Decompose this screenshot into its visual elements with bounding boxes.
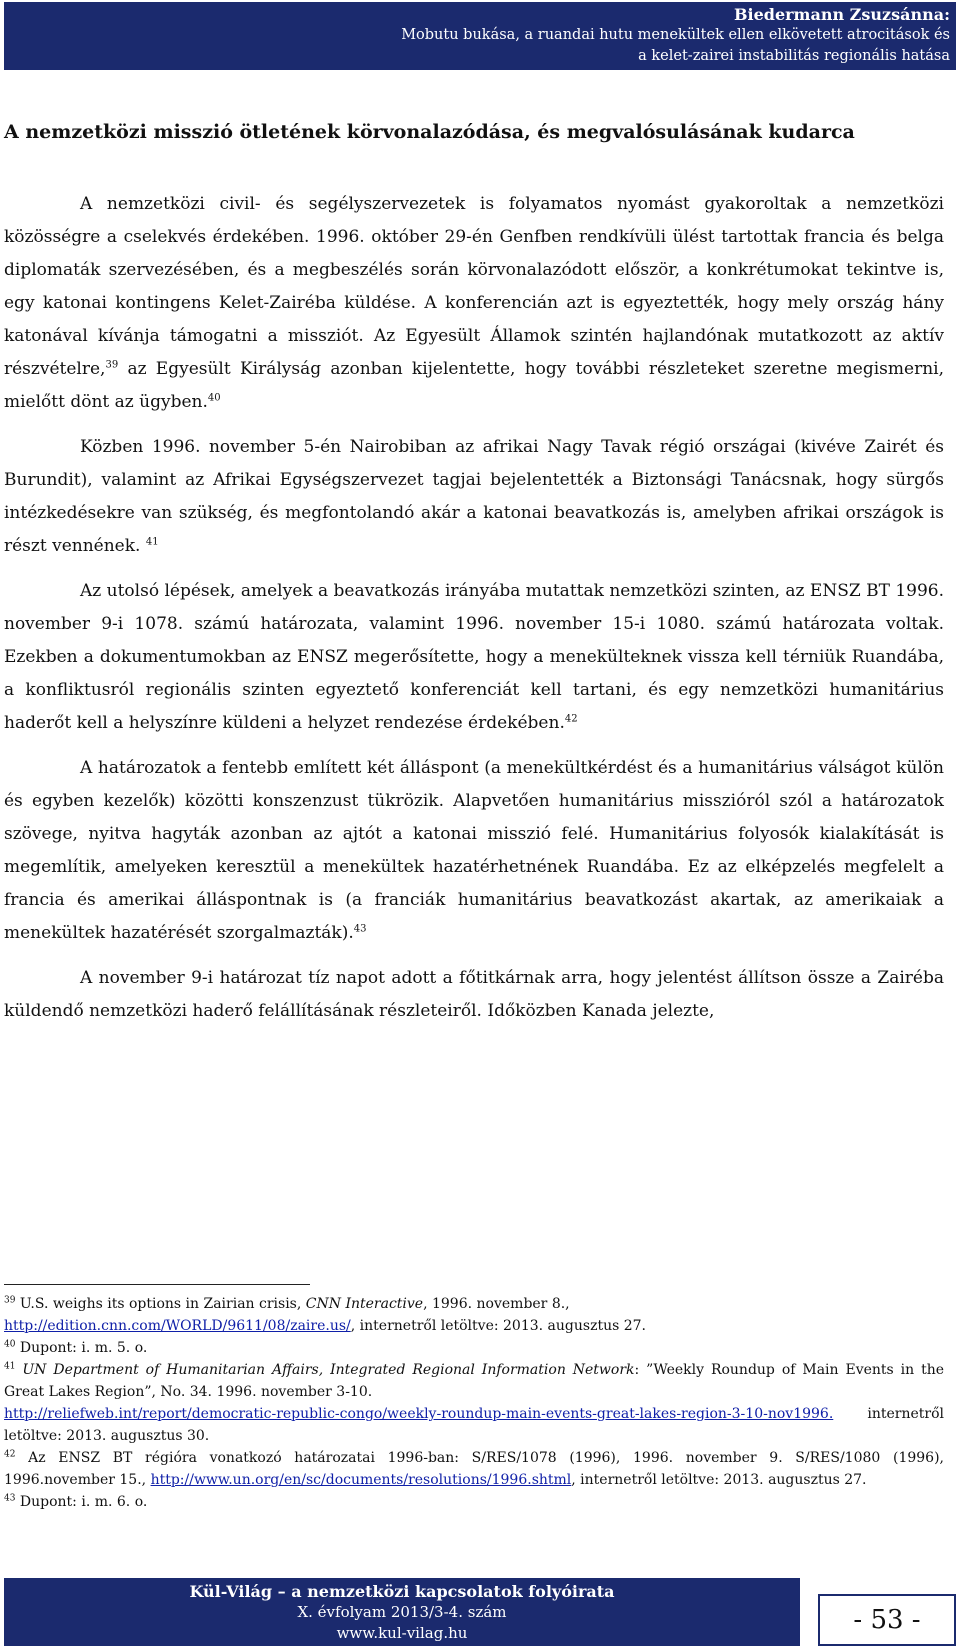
- journal-issue: X. évfolyam 2013/3-4. szám: [297, 1603, 507, 1621]
- footnote-ref-39[interactable]: 39: [105, 359, 119, 371]
- footnote-number: 43: [4, 1493, 16, 1504]
- paragraph-4-text: A határozatok a fentebb említett két álláspont (a menekültkérdést és a humanitárius válságot külön és egyben kezelők) közötti konszenzust tükrözik. Alapvetően humanitárius misszióról szól a határozatok szövege, nyitva hagyták azonban az ajtót a katonai misszió felé. Humanitárius folyosók kialakítását is megemlítik, amelyeken keresztül a menekültek hazatérhetnének Ruandába. Ez az elképzelés megfelelt a francia és amerikai álláspontnak is (a franciák humanitárius beavatkozást akartak, az amerikaiak a menekültek hazatérését szorgalmazták).: [4, 758, 944, 943]
- footnote-source-italic: CNN Interactive: [305, 1296, 424, 1312]
- paragraph-2: [4, 431, 944, 563]
- journal-banner: [4, 1578, 800, 1646]
- running-header: [4, 2, 956, 70]
- footnote-link-cnn[interactable]: http://edition.cnn.com/WORLD/9611/08/zaire.us/: [4, 1318, 351, 1334]
- footnotes: [4, 1284, 944, 1513]
- footnote-42: [4, 1447, 944, 1491]
- paragraph-5-text: A november 9-i határozat tíz napot adott a főtitkárnak arra, hogy jelentést állítson össze a Zairéba küldendő nemzetközi haderő felállításának részleteiről. Időközben Kanada jelezte,: [4, 968, 944, 1021]
- footnote-text: internetről letöltve: 2013. augusztus 30.: [4, 1406, 944, 1444]
- header-author: Biedermann Zsuzsánna:: [733, 5, 950, 24]
- footnote-link-reliefweb[interactable]: http://reliefweb.int/report/democratic-republic-congo/weekly-roundup-main-events-great-lakes-region-3-10-nov1996.: [4, 1406, 834, 1422]
- paragraph-1-text-b: az Egyesült Királyság azonban kijelentette, hogy további részleteket szeretne megismerni, mielőtt dönt az ügyben.: [4, 359, 944, 412]
- footnote-number: 42: [4, 1449, 16, 1460]
- running-footer: [4, 1578, 956, 1646]
- footnote-number: 39: [4, 1295, 16, 1306]
- footnote-text: Az ENSZ BT régióra vonatkozó határozatai 1996-ban: S/RES/1078 (1996), 1996. november 9. S/RES/1080 (1996), 1996.november 15.,: [4, 1450, 944, 1488]
- footnote-number: 41: [4, 1361, 16, 1372]
- footnote-text: , internetről letöltve: 2013. augusztus 27.: [571, 1472, 867, 1488]
- paragraph-3: [4, 575, 944, 740]
- paragraph-3-text: Az utolsó lépések, amelyek a beavatkozás irányába mutattak nemzetközi szinten, az ENSZ BT 1996. november 9-i 1078. számú határozata, valamint 1996. november 15-i 1080. számú határozata voltak. Ezekben a dokumentumokban az ENSZ megerősítette, hogy a menekülteknek vissza kell térniük Ruandába, a konfliktusról regionális szinten egyeztető konferenciát kell tartani, és egy nemzetközi humanitárius haderőt kell a helyszínre küldeni a helyzet rendezése érdekében.: [4, 581, 944, 733]
- journal-website: www.kul-vilag.hu: [336, 1624, 468, 1642]
- paragraph-4: [4, 752, 944, 950]
- footnote-text: , internetről letöltve: 2013. augusztus 27.: [350, 1318, 646, 1334]
- footnote-ref-40[interactable]: 40: [207, 392, 221, 404]
- footnote-number: 40: [4, 1339, 16, 1350]
- footnote-link-un[interactable]: http://www.un.org/en/sc/documents/resolutions/1996.shtml: [150, 1472, 572, 1488]
- footnote-text: U.S. weighs its options in Zairian crisis,: [15, 1296, 306, 1312]
- footnote-separator: [4, 1284, 310, 1285]
- section-title: A nemzetközi misszió ötletének körvonalazódása, és megvalósulásának kudarca: [4, 121, 855, 143]
- journal-name: Kül-Világ – a nemzetközi kapcsolatok folyóirata: [189, 1582, 615, 1601]
- footnote-ref-42[interactable]: 42: [564, 713, 578, 725]
- footnote-source-italic: UN Department of Humanitarian Affairs, Integrated Regional Information Network: [15, 1362, 635, 1378]
- footnote-text: , 1996. november 8.,: [423, 1296, 570, 1312]
- header-title-line-1: Mobutu bukása, a ruandai hutu menekültek ellen elkövetett atrocitások és: [401, 27, 950, 43]
- footnote-list: [4, 1293, 944, 1513]
- page-number: - 53 -: [818, 1594, 956, 1646]
- footnote-40: [4, 1337, 944, 1359]
- footnote-text: : ”Weekly Roundup of Main Events in the Great Lakes Region”, No. 34. 1996. november 3-10.: [4, 1362, 944, 1400]
- footnote-43: [4, 1491, 944, 1513]
- footnote-ref-41[interactable]: 41: [145, 536, 159, 548]
- footnote-41: [4, 1359, 944, 1447]
- paragraph-1-text-a: A nemzetközi civil- és segélyszervezetek is folyamatos nyomást gyakoroltak a nemzetközi közösségre a cselekvés érdekében. 1996. október 29-én Genfben rendkívüli ülést tartottak francia és belga diplomaták szervezésében, és a megbeszélés során körvonalazódott először, a konkrétumokat tekintve is, egy katonai kontingens Kelet-Zairéba küldése. A konferencián azt is egyeztették, hogy mely ország hány katonával kívánja támogatni a missziót. Az Egyesült Államok szintén hajlandónak mutatkozott az aktív részvételre,: [4, 194, 944, 379]
- footnote-text: Dupont: i. m. 5. o.: [15, 1340, 148, 1356]
- paragraph-2-text: Közben 1996. november 5-én Nairobiban az afrikai Nagy Tavak régió országai (kivéve Zairét és Burundit), valamint az Afrikai Egységszervezet tagjai bejelentették a Biztonsági Tanácsnak, hogy sürgős intézkedésekre van szükség, és megfontolandó akár a katonai beavatkozás is, amelyben afrikai országok is részt vennének.: [4, 437, 944, 556]
- header-title-line-2: a kelet-zairei instabilitás regionális hatása: [638, 48, 950, 64]
- paragraph-1: [4, 188, 944, 419]
- footnote-ref-43[interactable]: 43: [353, 923, 367, 935]
- main-text: [4, 112, 944, 1028]
- paragraph-5: [4, 962, 944, 1028]
- footnote-39: [4, 1293, 944, 1337]
- footnote-text: Dupont: i. m. 6. o.: [15, 1494, 148, 1510]
